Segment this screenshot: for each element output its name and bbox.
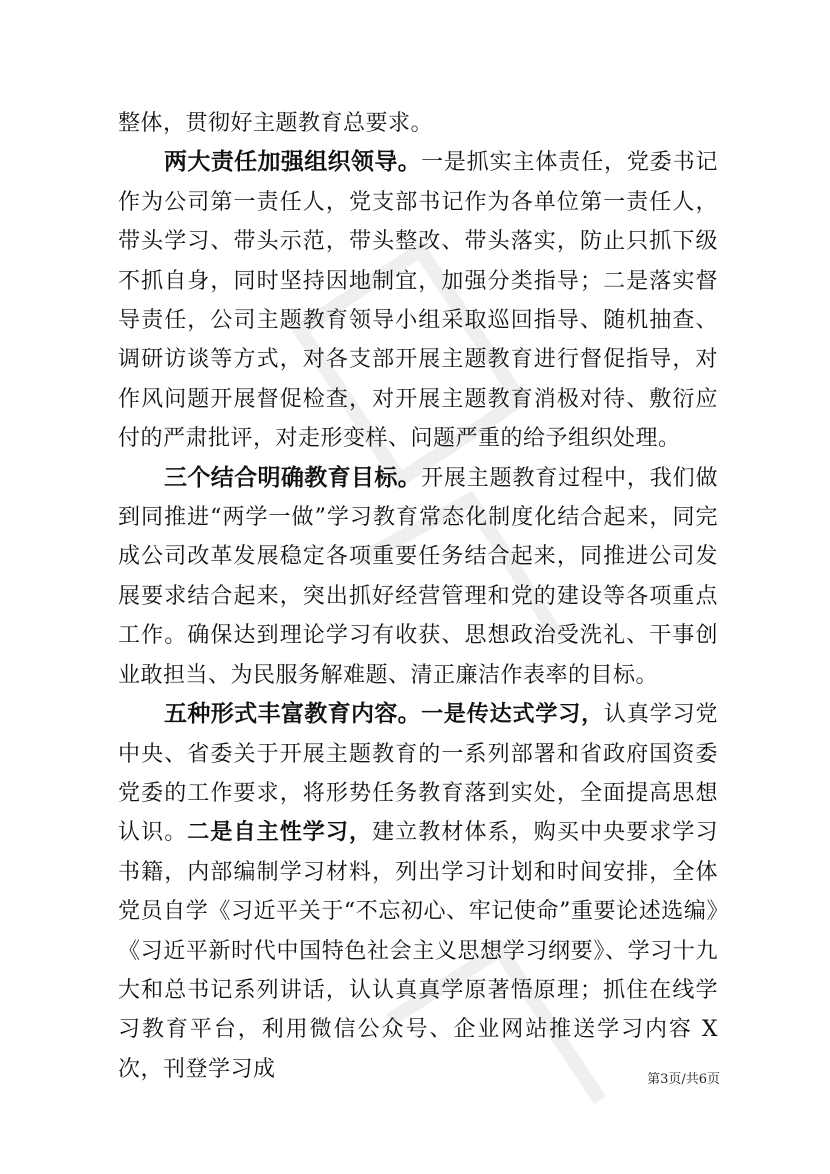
bold-lead-1: 一是传达式学习， [421,701,605,728]
paragraph-content [118,695,718,1089]
document-body [118,104,718,1089]
body-responsibility: 一是抓实主体责任，党委书记作为公司第一责任人，党支部书记作为各单位第一责任人，带头学习、带头示范，带头整改、带头落实，防止只抓下级不抓自身，同时坚持因地制宜，加强分类指导；二是落实督导责任，公司主题教育领导小组采取巡回指导、随机抽查、调研访谈等方式，对各支部开展主题教育进行督促指导，对作风问题开展督促检查，对开展主题教育消极对待、敷衍应付的严肃批评，对走形变样、问题严重的给予组织处理。 [118,150,718,452]
page-number: 第3页/共6页 [647,1072,720,1087]
body-content-2: 建立教材体系，购买中央要求学习书籍，内部编制学习材料，列出学习计划和时间安排，全体党员自学《习近平关于“不忘初心、牢记使命”重要论述选编》《习近平新时代中国特色社会主义思想学习纲要》、学习十九大和总书记系列讲话，认认真真学原著悟原理；抓住在线学习教育平台，利用微信公众号、企业网站推送学习内容 X 次，刊登学习成 [118,820,718,1082]
heading-content: 五种形式丰富教育内容。 [164,701,422,728]
body-content-1: 认真学习党中央、省委关于开展主题教育的一系列部署和省政府国资委党委的工作要求，将形势任务教育落到实处，全面提高思想认识。 [118,702,718,846]
paragraph-goals [118,459,718,695]
heading-goals: 三个结合明确教育目标。 [164,464,422,491]
bold-lead-2: 二是自主性学习， [187,819,373,846]
body-goals: 开展主题教育过程中，我们做到同推进“两学一做”学习教育常态化制度化结合起来，同完成公司改革发展稳定各项重要任务结合起来，同推进公司发展要求结合起来，突出抓好经营管理和党的建设等各项重点工作。确保达到理论学习有收获、思想政治受洗礼、干事创业敢担当、为民服务解难题、清正廉洁作表率的目标。 [118,465,718,688]
paragraph-responsibility [118,143,718,458]
heading-responsibility: 两大责任加强组织领导。 [164,149,422,176]
continued-line: 整体，贯彻好主题教育总要求。 [118,111,434,136]
